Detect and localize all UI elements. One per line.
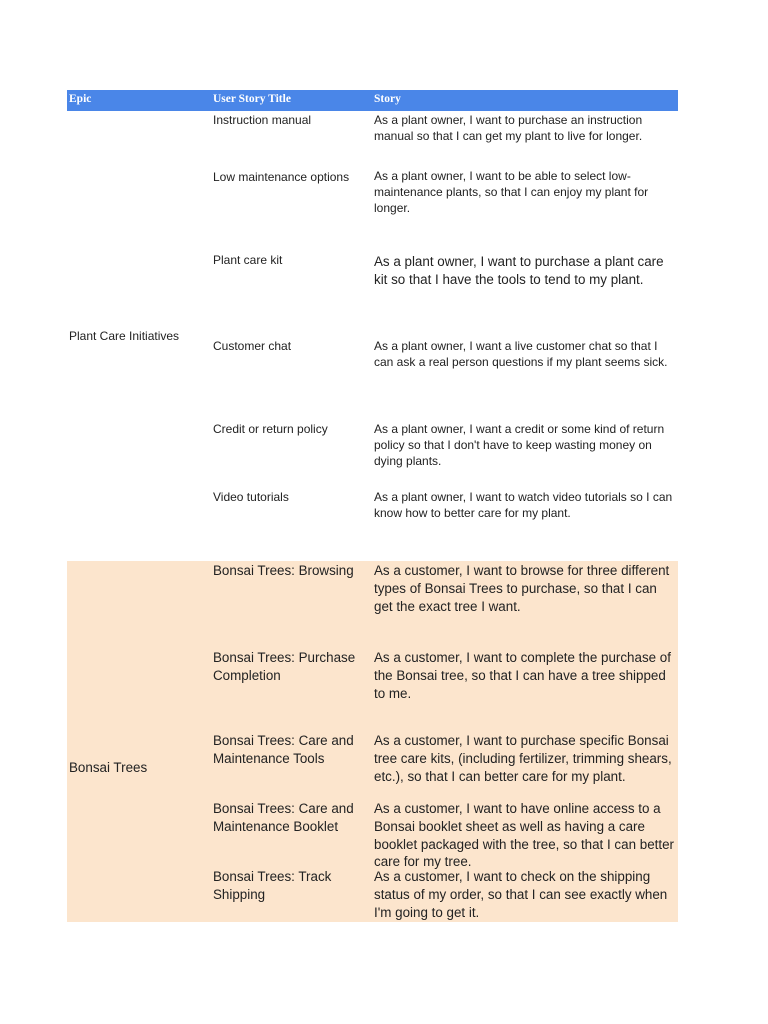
story-title: Plant care kit	[213, 253, 283, 267]
story-title: Bonsai Trees: Care and Maintenance Tools	[213, 733, 354, 766]
story-title: Bonsai Trees: Purchase Completion	[213, 650, 356, 683]
story-title: Bonsai Trees: Browsing	[213, 563, 354, 578]
story-title: Bonsai Trees: Track Shipping	[213, 869, 332, 902]
epic-bonsai-trees: Bonsai Trees	[69, 760, 148, 775]
story-title: Low maintenance options	[213, 170, 350, 184]
header-epic: Epic	[69, 93, 92, 105]
story-text: As a customer, I want to purchase specific Bonsai tree care kits, (including fertilizer, trimming shears, etc.), so that I can better care for my plant.	[374, 733, 672, 784]
story-text: As a plant owner, I want a live customer chat so that I can ask a real person questions if my plant seems sick.	[374, 339, 668, 369]
story-title: Bonsai Trees: Care and Maintenance Booklet	[213, 801, 354, 834]
story-text: As a plant owner, I want a credit or some kind of return policy so that I don't have to keep wasting money on dying plants.	[374, 422, 665, 468]
header-story: Story	[374, 93, 401, 105]
story-title: Customer chat	[213, 339, 292, 353]
header-user-story-title: User Story Title	[213, 93, 291, 105]
story-title: Video tutorials	[213, 490, 289, 504]
story-title: Credit or return policy	[213, 422, 328, 436]
story-text: As a customer, I want to have online access to a Bonsai booklet sheet as well as having a care booklet packaged with the tree, so that I can better care for my tree.	[374, 801, 674, 870]
story-text: As a plant owner, I want to purchase an instruction manual so that I can get my plant to live for longer.	[374, 113, 643, 143]
story-text: As a customer, I want to check on the shipping status of my order, so that I can see exactly when I'm going to get it.	[374, 869, 668, 920]
story-text: As a plant owner, I want to purchase a plant care kit so that I have the tools to tend to my plant.	[374, 254, 664, 287]
story-text: As a customer, I want to browse for three different types of Bonsai Trees to purchase, so that I can get the exact tree I want.	[374, 563, 670, 614]
story-text: As a plant owner, I want to be able to select low-maintenance plants, so that I can enjoy my plant for longer.	[374, 169, 649, 215]
story-text: As a plant owner, I want to watch video tutorials so I can know how to better care for my plant.	[374, 490, 673, 520]
story-text: As a customer, I want to complete the purchase of the Bonsai tree, so that I can have a tree shipped to me.	[374, 650, 671, 701]
story-title: Instruction manual	[213, 113, 312, 127]
table-header-row	[67, 90, 678, 111]
epic-plant-care-initiatives: Plant Care Initiatives	[69, 329, 180, 343]
